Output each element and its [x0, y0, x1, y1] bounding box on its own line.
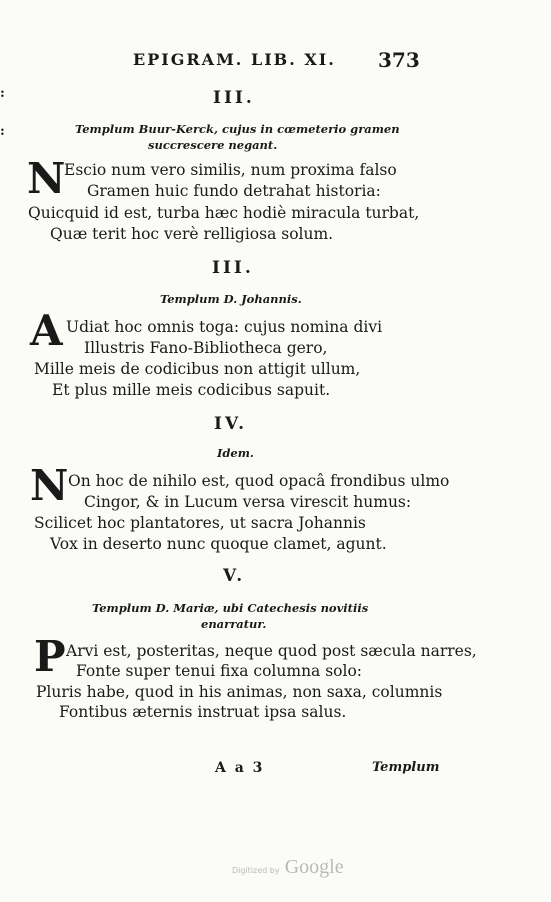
- digitization-watermark: [232, 856, 344, 879]
- signature-mark: A a 3: [215, 760, 265, 776]
- watermark-small-text: Digitized by: [232, 866, 280, 875]
- drop-cap: A: [30, 306, 63, 355]
- poem-number: III.: [212, 258, 254, 278]
- verse-line: Udiat hoc omnis toga: cujus nomina divi: [66, 318, 383, 336]
- poem-title: Templum D. Johannis.: [160, 292, 302, 306]
- poem-title: enarratur.: [201, 617, 267, 631]
- verse-line: Et plus mille meis codicibus sapuit.: [52, 381, 331, 399]
- drop-cap: P: [34, 632, 66, 681]
- catchword: Templum: [372, 760, 440, 775]
- watermark-logo-text: Google: [284, 856, 344, 878]
- verse-line: Cingor, & in Lucum versa virescit humus:: [84, 493, 412, 511]
- poem-title: Idem.: [217, 446, 254, 460]
- drop-cap: N: [27, 154, 66, 203]
- drop-cap: N: [30, 461, 69, 510]
- verse-line: Pluris habe, quod in his animas, non saxa, columnis: [36, 683, 443, 701]
- margin-mark: :: [0, 124, 5, 139]
- verse-line: Quicquid id est, turba hæc hodiè miracula turbat,: [28, 204, 420, 222]
- verse-line: Escio num vero similis, num proxima falso: [64, 161, 397, 179]
- running-title: EPIGRAM. LIB. XI.: [133, 50, 336, 69]
- verse-line: Quæ terit hoc verè relligiosa solum.: [50, 225, 334, 243]
- poem-title: Templum D. Mariæ, ubi Catechesis novitiis: [92, 601, 369, 615]
- verse-line: On hoc de nihilo est, quod opacâ frondibus ulmo: [68, 472, 450, 490]
- verse-line: Illustris Fano-Bibliotheca gero,: [84, 339, 328, 357]
- page-number: 373: [378, 48, 420, 72]
- poem-title: Templum Buur-Kerck, cujus in cœmeterio gramen: [75, 122, 400, 136]
- poem-number: III.: [213, 88, 255, 108]
- verse-line: Fontibus æternis instruat ipsa salus.: [59, 703, 347, 721]
- verse-line: Arvi est, posteritas, neque quod post sæcula narres,: [66, 642, 477, 660]
- verse-line: Mille meis de codicibus non attigit ullum,: [34, 360, 361, 378]
- verse-line: Vox in deserto nunc quoque clamet, agunt.: [50, 535, 387, 553]
- margin-mark: :: [0, 86, 5, 101]
- poem-number: IV.: [214, 414, 248, 434]
- poem-title: succrescere negant.: [148, 138, 278, 152]
- verse-line: Scilicet hoc plantatores, ut sacra Johannis: [34, 514, 366, 532]
- poem-number: V.: [223, 566, 246, 586]
- verse-line: Gramen huic fundo detrahat historia:: [87, 182, 381, 200]
- verse-line: Fonte super tenui fixa columna solo:: [76, 662, 363, 680]
